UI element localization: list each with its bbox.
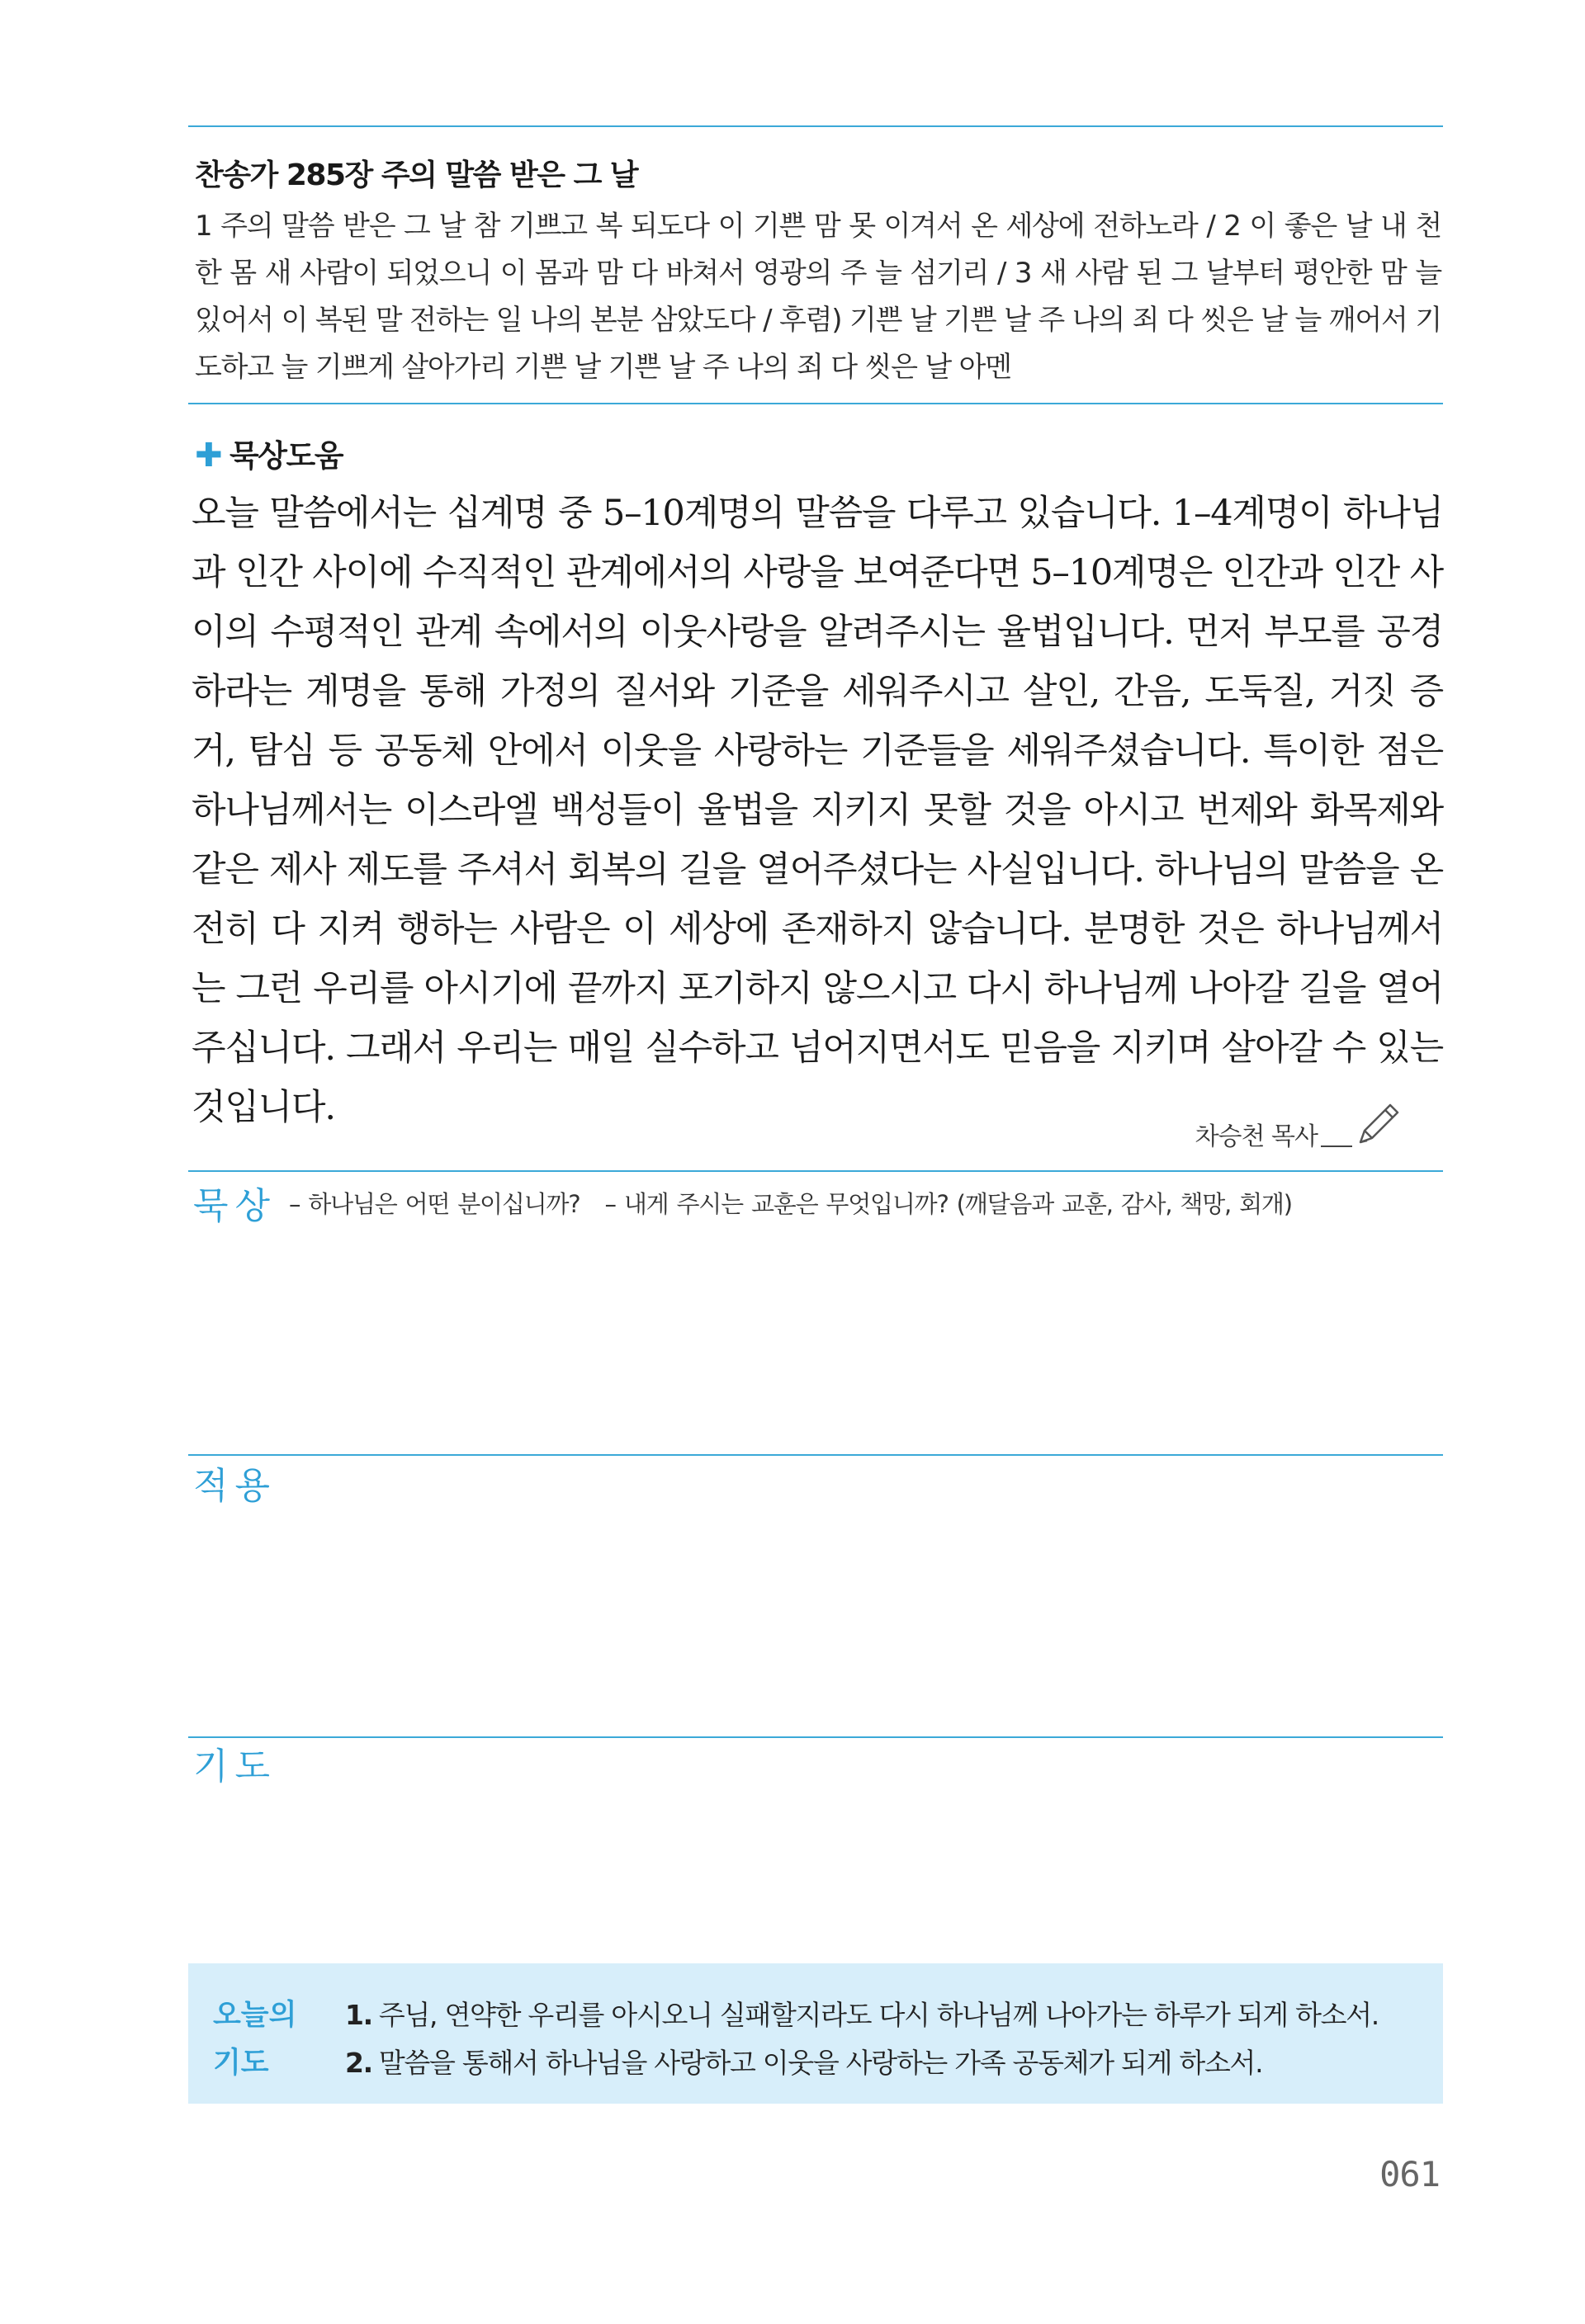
signature-line	[1321, 1145, 1352, 1147]
meditation-aid-title: 묵상도움	[229, 438, 343, 474]
hymn-title: 찬송가 285장 주의 말씀 받은 그 날	[195, 158, 638, 192]
todays-prayer-list	[345, 1991, 1379, 2087]
todays-prayer-box	[188, 1963, 1443, 2104]
application-rule	[188, 1454, 1443, 1456]
pencil-icon	[1354, 1099, 1403, 1149]
prayer-item-number: 2.	[345, 2047, 372, 2079]
meditation-label: 묵상	[193, 1185, 277, 1227]
question-lesson: – 내게 주시는 교훈은 무엇입니까? (깨달음과 교훈, 감사, 책망, 회개)	[604, 1190, 1292, 1218]
hymn-divider	[188, 403, 1443, 404]
prayer-label: 기도	[193, 1745, 277, 1788]
prayer-item	[345, 1991, 1379, 2039]
todays-prayer-label	[213, 1991, 304, 2087]
todays-prayer-label-line2: 기도	[213, 2047, 269, 2080]
page-number: 061	[1379, 2154, 1440, 2194]
prayer-item-text: 말씀을 통해서 하나님을 사랑하고 이웃을 사랑하는 가족 공동체가 되게 하소서.	[378, 2047, 1263, 2079]
top-rule	[188, 125, 1443, 127]
todays-prayer-label-line1: 오늘의	[213, 1999, 297, 2032]
plus-icon: ✚	[195, 437, 222, 475]
meditation-body: 오늘 말씀에서는 십계명 중 5–10계명의 말씀을 다루고 있습니다. 1–4계명이 하나님과 인간 사이에 수직적인 관계에서의 사랑을 보여준다면 5–10계명은 인간과 인간 사이의 수평적인 관계 속에서의 이웃사랑을 알려주시는 율법입니다. 먼저 부모를 공경하라는 계명을 통해 가정의 질서와 기준을 세워주시고 살인, 간음, 도둑질, 거짓 증거, 탐심 등 공동체 안에서 이웃을 사랑하는 기준들을 세워주셨습니다. 특이한 점은 하나님께서는 이스라엘 백성들이 율법을 지키지 못할 것을 아시고 번제와 화목제와 같은 제사 제도를 주셔서 회복의 길을 열어주셨다는 사실입니다. 하나님의 말씀을 온전히 다 지켜 행하는 사람은 이 세상에 존재하지 않습니다. 분명한 것은 하나님께서는 그런 우리를 아시기에 끝까지 포기하지 않으시고 다시 하나님께 나아갈 길을 열어주십니다. 그래서 우리는 매일 실수하고 넘어지면서도 믿음을 지키며 살아갈 수 있는 것입니다.	[192, 493, 1443, 1128]
prayer-rule	[188, 1736, 1443, 1738]
prayer-item-text: 주님, 연약한 우리를 아시오니 실패할지라도 다시 하나님께 나아가는 하루가 되게 하소서.	[378, 1999, 1379, 2031]
prayer-item-number: 1.	[345, 1999, 372, 2031]
author-name: 차승천 목사	[1195, 1122, 1318, 1151]
hymn-lyrics: 1 주의 말씀 받은 그 날 참 기쁘고 복 되도다 이 기쁜 맘 못 이겨서 온 세상에 전하노라 / 2 이 좋은 날 내 천한 몸 새 사람이 되었으니 이 몸과 맘 다 바쳐서 영광의 주 늘 섬기리 / 3 새 사람 된 그 날부터 평안한 맘 늘 있어서 이 복된 말 전하는 일 나의 본분 삼았도다 / 후렴) 기쁜 날 기쁜 날 주 나의 죄 다 씻은 날 늘 깨어서 기도하고 늘 기쁘게 살아가리 기쁜 날 기쁜 날 주 나의 죄 다 씻은 날 아멘	[195, 210, 1441, 384]
meditation-rule	[188, 1170, 1443, 1172]
question-who-is-god: – 하나님은 어떤 분이십니까?	[289, 1190, 580, 1218]
meditation-questions	[289, 1186, 1292, 1220]
author-signature	[1195, 1099, 1403, 1152]
prayer-item	[345, 2039, 1379, 2087]
application-label: 적용	[193, 1465, 277, 1507]
meditation-aid-heading	[195, 431, 343, 475]
